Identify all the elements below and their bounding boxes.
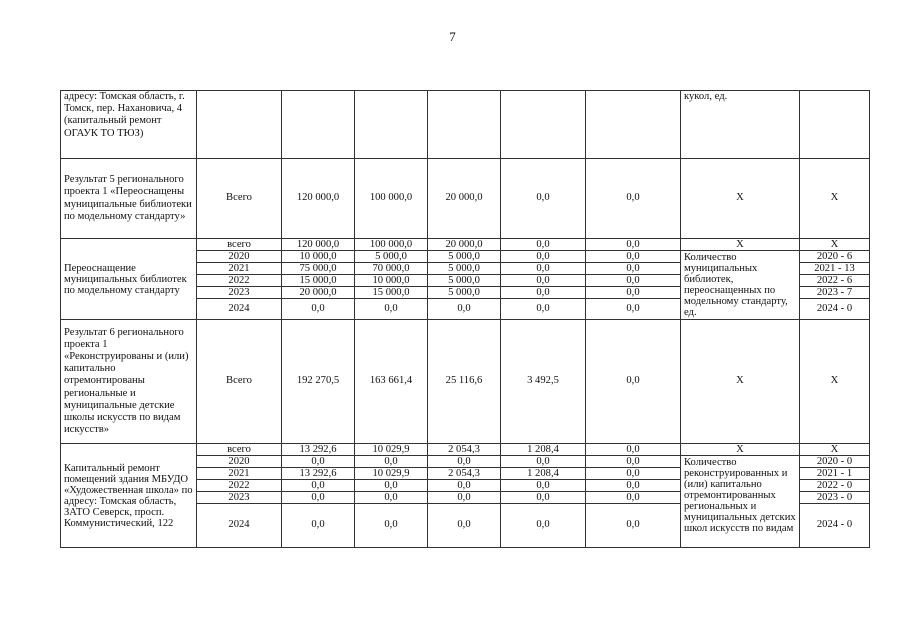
value-cell: 2 054,3: [428, 444, 501, 456]
program-table: [60, 90, 870, 548]
value-cell: 0,0: [501, 287, 586, 299]
value-cell: 10 029,9: [355, 468, 428, 480]
indicator-cell: Х: [681, 159, 800, 239]
value-cell: 0,0: [501, 275, 586, 287]
value-cell: 120 000,0: [282, 239, 355, 251]
value-cell: 5 000,0: [428, 287, 501, 299]
value-cell: 15 000,0: [282, 275, 355, 287]
value-cell: 0,0: [428, 299, 501, 320]
value-cell: 0,0: [586, 239, 681, 251]
target-cell: Х: [800, 444, 870, 456]
year-cell: Всего: [197, 320, 282, 444]
value-cell: 0,0: [428, 480, 501, 492]
value-cell: 5 000,0: [428, 251, 501, 263]
value-cell: 0,0: [586, 468, 681, 480]
value-cell: 20 000,0: [282, 287, 355, 299]
value-cell: 0,0: [355, 504, 428, 548]
year-cell: всего: [197, 239, 282, 251]
value-cell: 0,0: [428, 492, 501, 504]
value-cell: 0,0: [501, 299, 586, 320]
value-cell: 20 000,0: [428, 159, 501, 239]
target-cell: 2020 - 0: [800, 456, 870, 468]
target-cell: 2023 - 0: [800, 492, 870, 504]
indicator-cell: Количество муниципальных библиотек, переоснащенных по модельному стандарту, ед.: [681, 251, 800, 320]
year-cell: 2024: [197, 299, 282, 320]
value-cell: 25 116,6: [428, 320, 501, 444]
year-cell: 2023: [197, 287, 282, 299]
value-cell: 0,0: [586, 299, 681, 320]
value-cell: 0,0: [501, 251, 586, 263]
year-cell: 2024: [197, 504, 282, 548]
value-cell: 0,0: [586, 492, 681, 504]
indicator-cell: Количество реконструированных и (или) капитально отремонтированных региональных и муниципальных детских школ искусств по видам: [681, 456, 800, 548]
target-cell: 2024 - 0: [800, 299, 870, 320]
target-cell: Х: [800, 239, 870, 251]
table-row: [61, 159, 870, 239]
value-cell: 100 000,0: [355, 239, 428, 251]
table-row: [61, 91, 870, 159]
value-cell: 100 000,0: [355, 159, 428, 239]
value-cell: 0,0: [586, 275, 681, 287]
value-cell: 0,0: [586, 287, 681, 299]
value-cell: 1 208,4: [501, 444, 586, 456]
value-cell: 5 000,0: [428, 275, 501, 287]
value-cell: 0,0: [355, 480, 428, 492]
target-cell: Х: [800, 159, 870, 239]
value-cell: 20 000,0: [428, 239, 501, 251]
value-cell: 163 661,4: [355, 320, 428, 444]
year-cell: 2020: [197, 251, 282, 263]
indicator-cell: кукол, ед.: [681, 91, 800, 159]
indicator-cell: Х: [681, 239, 800, 251]
table-row: [61, 320, 870, 444]
indicator-cell: Х: [681, 320, 800, 444]
value-cell: 0,0: [586, 320, 681, 444]
value-cell: 0,0: [428, 456, 501, 468]
target-cell: 2021 - 1: [800, 468, 870, 480]
value-cell: 0,0: [282, 456, 355, 468]
year-cell: 2022: [197, 480, 282, 492]
value-cell: 0,0: [586, 456, 681, 468]
row-name: адресу: Томская область, г. Томск, пер. Нахановича, 4 (капитальный ремонт ОГАУК ТО ТЮЗ): [61, 91, 197, 159]
year-cell: 2022: [197, 275, 282, 287]
value-cell: 15 000,0: [355, 287, 428, 299]
value-cell: 0,0: [586, 504, 681, 548]
value-cell: 0,0: [501, 159, 586, 239]
year-cell: всего: [197, 444, 282, 456]
row-name: Результат 6 регионального проекта 1 «Реконструированы и (или) капитально отремонтированы региональные и муниципальные детские школы искусств по видам искусств»: [61, 320, 197, 444]
value-cell: 0,0: [501, 492, 586, 504]
value-cell: 70 000,0: [355, 263, 428, 275]
value-cell: 0,0: [586, 159, 681, 239]
value-cell: 0,0: [586, 251, 681, 263]
value-cell: 0,0: [501, 504, 586, 548]
year-cell: 2020: [197, 456, 282, 468]
page-number: 7: [449, 29, 456, 44]
value-cell: 10 029,9: [355, 444, 428, 456]
value-cell: 0,0: [501, 263, 586, 275]
value-cell: 0,0: [282, 480, 355, 492]
target-cell: 2022 - 0: [800, 480, 870, 492]
target-cell: 2020 - 6: [800, 251, 870, 263]
value-cell: 0,0: [501, 239, 586, 251]
value-cell: 0,0: [355, 456, 428, 468]
value-cell: 5 000,0: [355, 251, 428, 263]
year-cell: 2021: [197, 468, 282, 480]
value-cell: 0,0: [501, 480, 586, 492]
table-row: [61, 239, 870, 251]
value-cell: 0,0: [586, 444, 681, 456]
value-cell: 192 270,5: [282, 320, 355, 444]
value-cell: 13 292,6: [282, 468, 355, 480]
value-cell: 0,0: [355, 299, 428, 320]
target-cell: 2023 - 7: [800, 287, 870, 299]
value-cell: 0,0: [282, 299, 355, 320]
value-cell: 2 054,3: [428, 468, 501, 480]
target-cell: 2022 - 6: [800, 275, 870, 287]
value-cell: 0,0: [282, 504, 355, 548]
indicator-cell: Х: [681, 444, 800, 456]
table-row: [61, 444, 870, 456]
value-cell: 10 000,0: [355, 275, 428, 287]
value-cell: 0,0: [282, 492, 355, 504]
value-cell: 3 492,5: [501, 320, 586, 444]
row-name: Капитальный ремонт помещений здания МБУДО «Художественная школа» по адресу: Томская область, ЗАТО Северск, просп. Коммунистический, 122: [61, 444, 197, 548]
year-cell: Всего: [197, 159, 282, 239]
value-cell: 5 000,0: [428, 263, 501, 275]
target-cell: Х: [800, 320, 870, 444]
value-cell: 120 000,0: [282, 159, 355, 239]
value-cell: 13 292,6: [282, 444, 355, 456]
row-name: Переоснащение муниципальных библиотек по модельному стандарту: [61, 239, 197, 320]
value-cell: 10 000,0: [282, 251, 355, 263]
value-cell: 1 208,4: [501, 468, 586, 480]
value-cell: 0,0: [501, 456, 586, 468]
value-cell: 0,0: [355, 492, 428, 504]
row-name: Результат 5 регионального проекта 1 «Переоснащены муниципальные библиотеки по модельному стандарту»: [61, 159, 197, 239]
value-cell: 0,0: [586, 480, 681, 492]
value-cell: 0,0: [586, 263, 681, 275]
target-cell: 2024 - 0: [800, 504, 870, 548]
value-cell: 75 000,0: [282, 263, 355, 275]
value-cell: 0,0: [428, 504, 501, 548]
year-cell: 2021: [197, 263, 282, 275]
year-cell: 2023: [197, 492, 282, 504]
target-cell: 2021 - 13: [800, 263, 870, 275]
